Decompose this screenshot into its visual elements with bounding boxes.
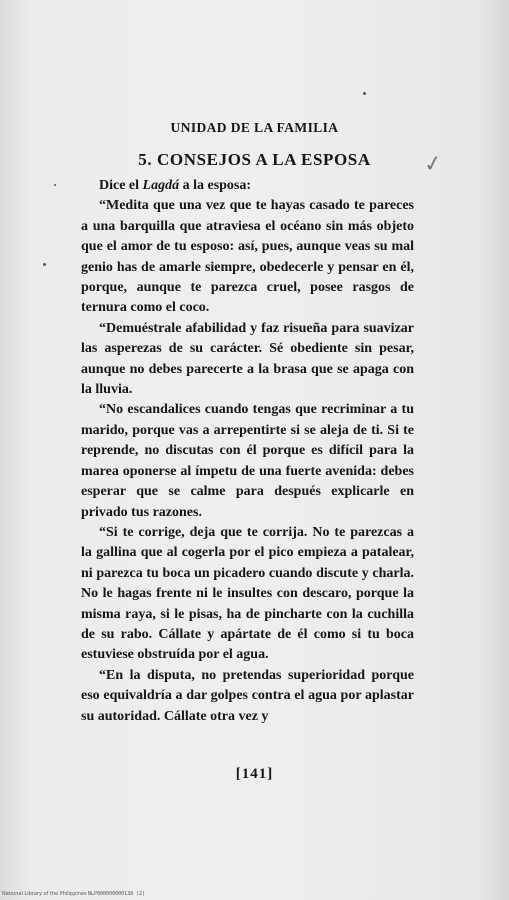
section-title: 5. CONSEJOS A LA ESPOSA [138,150,371,169]
paragraph: “En la disputa, no pretendas superioridad porque eso equivaldría a dar golpes contra el agua por aplastar su autoridad. Cállate otra vez y [81,667,414,724]
speck [54,184,56,186]
speck [43,263,46,266]
paragraph: “Medita que una vez que te hayas casado te pareces a una barquilla que atraviesa el océano sin más objeto que el amor de tu esposo: así, pues, aunque veas su mal genio has de amarle siempre, obedecerle y pensar en él, porque, aunque te parezca cruel, posee rasgos de ternura como el coco. [81,198,414,316]
paragraph: “No escandalices cuando tengas que recriminar a tu marido, porque vas a arrepentirte si se aleja de ti. Si te reprende, no discutas con él porque es difícil para la marea oponerse al ímpetu de una fuerte avenida: debes esperar que se calme para después explicarle en privado tus razones. [81,402,414,520]
intro-line: Dice el Lagdá a la esposa: [99,178,252,193]
pencil-mark-icon: ✓ [421,150,445,179]
paragraph: “Demuéstrale afabilidad y faz risueña para suavizar las asperezas de su carácter. Sé obediente sin pesar, aunque no debes parecerte a la brasa que se apaga con la lluvia. [81,320,414,398]
footer-library: National Library of the Philippines [2,891,87,897]
footer-code: NLP000000000138 (2) [88,891,146,897]
body-text [81,176,414,727]
lagda-term: Lagdá [142,178,180,193]
speck [363,92,366,95]
paragraph: “Si te corrige, deja que te corrija. No te parezcas a la gallina que al cogerla por el pico empieza a patalear, ni parezca tu boca un picadero cuando discute y charla. No le hagas frente ni le insultes con descaro, porque la misma raya, si le pisas, ha de pincharte con la cuchilla de su rabo. Cállate y apártate de él como si tu boca estuviese obstruída por el agua. [81,524,414,663]
page-number: [141] [235,766,274,782]
running-head: UNIDAD DE LA FAMILIA [170,120,339,135]
